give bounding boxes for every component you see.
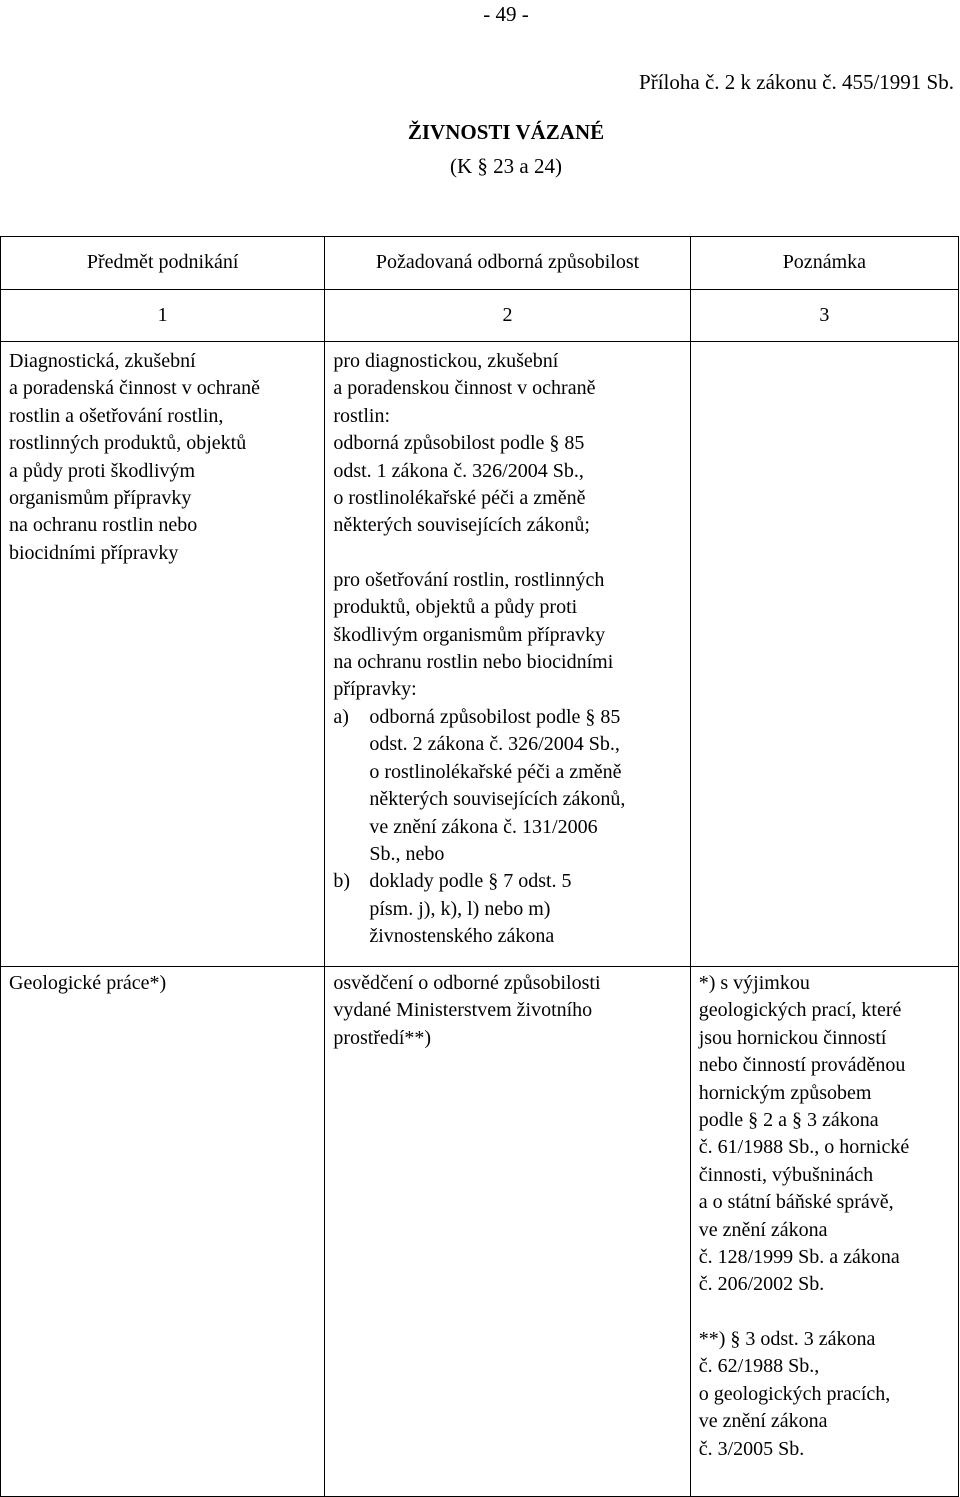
option-a [333,704,683,868]
column-number: 2 [325,290,690,342]
note-line: č. 3/2005 Sb. [698,1437,805,1460]
qualification-line: a poradenskou činnost v ochraně [333,377,596,400]
qualification-line: osvědčení o odborné způsobilosti [333,972,601,994]
option-line: ve znění zákona č. 131/2006 [369,815,598,838]
option-line: doklady podle § 7 odst. 5 [369,870,572,893]
qualification-line: některých souvisejících zákonů; [333,514,590,537]
note-cell [690,967,958,1497]
qualification-cell [325,967,690,1497]
note-line: ve znění zákona [698,1218,828,1241]
note-line: činnosti, výbušninách [698,1163,874,1186]
note-line: č. 61/1988 Sb., o hornické [698,1136,910,1159]
trades-table [0,236,959,1497]
subject-line: a poradenská činnost v ochraně [9,377,261,400]
page-number: - 49 - [483,2,529,26]
note-line: ve znění zákona [698,1410,828,1433]
column-number: 1 [1,290,325,342]
option-line: odborná způsobilost podle § 85 [369,705,621,728]
qualification-line: odst. 1 zákona č. 326/2004 Sb., [333,459,584,482]
note-line: č. 206/2002 Sb. [698,1273,825,1296]
qualification-line: o rostlinolékařské péči a změně [333,487,586,510]
annex-reference: Příloha č. 2 k zákonu č. 455/1991 Sb. [639,70,954,94]
qualification-line: produktů, objektů a půdy proti [333,596,578,619]
note-line: nebo činností prováděnou [698,1054,906,1077]
note-line: hornickým způsobem [698,1081,872,1104]
note-line: geologických prací, které [698,999,902,1022]
table-row [1,967,959,1497]
option-line: Sb., nebo [369,842,445,865]
qualification-line: pro ošetřování rostlin, rostlinných [333,568,605,591]
option-marker: b) [333,870,350,893]
option-line: živnostenského zákona [369,925,555,948]
column-number: 3 [690,290,958,342]
option-marker: a) [333,705,349,728]
option-line: o rostlinolékařské péči a změně [369,760,622,783]
note-line: č. 128/1999 Sb. a zákona [698,1246,900,1269]
document-title: ŽIVNOSTI VÁZANÉ [407,120,605,144]
table-row [1,342,959,967]
option-line: písm. j), k), l) nebo m) [369,897,551,920]
option-line: odst. 2 zákona č. 326/2004 Sb., [369,733,620,756]
subject-line: organismům přípravky [9,487,192,510]
column-header-qualification: Požadovaná odborná způsobilost [325,237,690,290]
qualification-line: odborná způsobilost podle § 85 [333,432,585,455]
note-cell [690,342,958,967]
option-line: některých souvisejících zákonů, [369,788,626,811]
note-line: podle § 2 a § 3 zákona [698,1109,879,1132]
qualification-line: vydané Ministerstvem životního [333,999,593,1022]
note-line: a o státní báňské správě, [698,1191,894,1214]
column-number-row [1,290,959,342]
subject-line: rostlinných produktů, objektů [9,432,247,455]
note-line: o geologických pracích, [698,1382,891,1405]
table-header-row [1,237,959,290]
note-line: č. 62/1988 Sb., [698,1355,820,1378]
column-header-subject: Předmět podnikání [1,237,325,290]
subject-cell [1,967,325,1497]
subject-line: na ochranu rostlin nebo [9,514,198,537]
subject-line: a půdy proti škodlivým [9,459,196,482]
subject-line: Geologické práce*) [9,972,167,994]
subject-line: Diagnostická, zkušební [9,350,196,372]
note-line: jsou hornickou činností [698,1026,887,1049]
note-line: **) § 3 odst. 3 zákona [698,1327,876,1350]
qualification-line: škodlivým organismům přípravky [333,623,606,646]
subject-cell [1,342,325,967]
qualification-line: přípravky: [333,678,417,701]
note-line: *) s výjimkou [698,972,810,994]
qualification-line: na ochranu rostlin nebo biocidními [333,651,614,674]
qualification-line: rostlin: [333,404,390,427]
document-subtitle: (K § 23 a 24) [450,154,562,178]
subject-line: rostlin a ošetřování rostlin, [9,404,224,427]
subject-line: biocidními přípravky [9,541,179,564]
qualification-line: pro diagnostickou, zkušební [333,350,559,372]
qualification-line: prostředí**) [333,1026,432,1049]
option-b [333,868,683,950]
column-header-note: Poznámka [690,237,958,290]
qualification-cell [325,342,690,967]
